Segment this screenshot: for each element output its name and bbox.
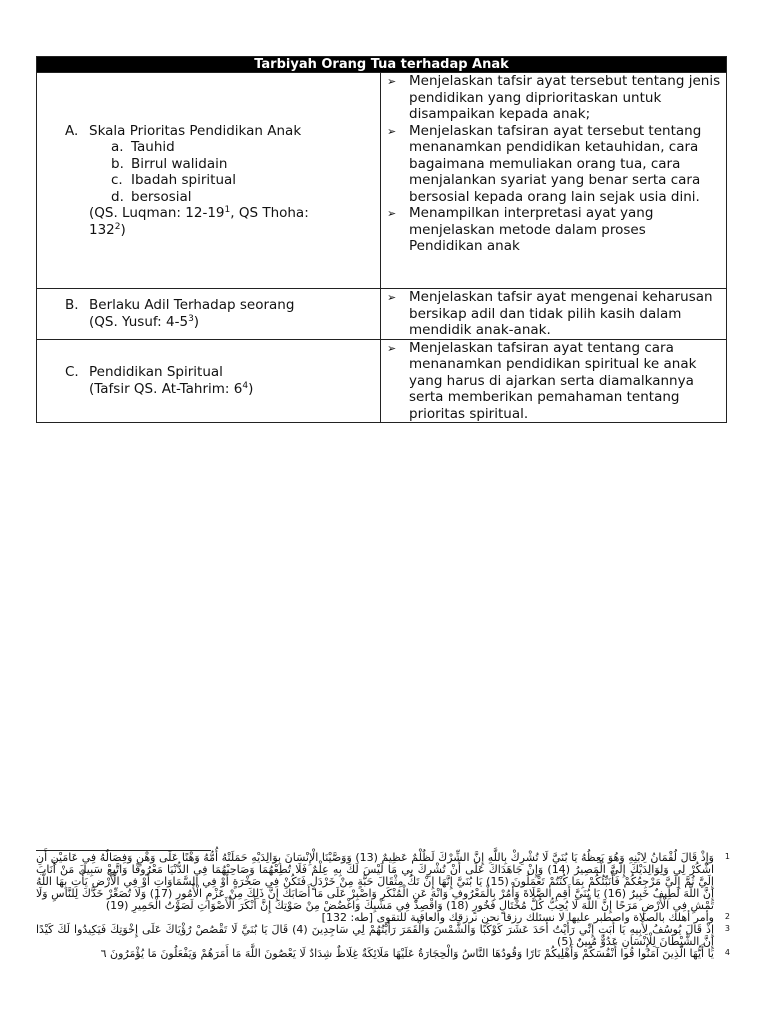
list-item [37,172,380,189]
arrow-bullet-icon: ➢ [387,75,397,88]
footnote-marker[interactable]: 3 [188,313,194,324]
footnote [36,852,730,912]
footnote-marker[interactable]: 4 [242,380,249,391]
bullet-item [381,123,726,206]
section-cell [37,339,381,423]
list-item [37,139,380,156]
footnote-number: 1 [724,852,730,861]
table-header: Tarbiyah Orang Tua terhadap Anak [37,57,727,73]
footnote-number: 3 [724,924,730,933]
section-title: Skala Prioritas Pendidikan Anak [89,122,302,139]
arrow-bullet-icon: ➢ [387,291,397,304]
section-reference [37,314,380,331]
list-item [37,156,380,173]
item-text: Birrul walidain [131,155,228,172]
reference-text: 132 [89,221,115,238]
item-letter: d. [111,188,124,205]
item-letter: c. [111,172,123,189]
arrow-bullet-icon: ➢ [387,124,397,138]
footnotes [36,852,730,960]
footnote-number: 2 [724,912,730,921]
section-cell [37,289,381,340]
item-letter: a. [111,139,124,156]
bullet-text: Menjelaskan tafsiran ayat tersebut tentang menanamkan pendidikan ketauhidan, cara bagaimana memuliakan orang tua, cara menjalankan syariat yang benar serta cara bersosial kepada orang lain sejak usia dini. [409,122,702,205]
table-row [37,339,727,423]
item-text: Tauhid [131,139,175,156]
section-title: Berlaku Adil Terhadap seorang [89,297,295,314]
section-reference [37,205,380,238]
reference-text: ) [120,221,126,238]
description-cell [381,339,727,423]
section-letter: C. [65,364,79,381]
section-heading [37,123,380,140]
item-text: bersosial [131,188,192,205]
reference-text: , QS Thoha: [230,205,309,222]
arrow-bullet-icon: ➢ [387,207,397,220]
section-reference [37,381,380,398]
bullet-text: Menjelaskan tafsir ayat tersebut tentang jenis pendidikan yang diprioritaskan untuk disampaikan kepada anak; [409,73,721,122]
footnote [36,924,730,948]
footnote-text: وأمر أهلك بالصلاة واصطبر عليها لا نسئلك رزقا نحن نرزقك والعاقبة للتقوى [طه: 132] [321,911,714,924]
reference-text: (Tafsir QS. At-Tahrim: 6 [89,380,243,397]
footnote-text: إِذْ قَالَ يُوسُفُ لِأَبِيهِ يَا أَبَتِ إِنِّي رَأَيْتُ أَحَدَ عَشَرَ كَوْكَبًا وَالشَّمْسَ وَالْقَمَرَ رَأَيْتُهُمْ لِي سَاجِدِينَ (4) قَالَ يَا بُنَيَّ لَا تَقْصُصْ رُؤْيَاكَ عَلَى إِخْوَتِكَ فَيَكِيدُوا لَكَ كَيْدًا إِنَّ الشَّيْطَانَ لِلْإِنْسَانِ عَدُوٌّ مُبِينٌ (5) [36,923,715,948]
table-row [37,73,727,289]
reference-text: (QS. Luqman: 12-19 [89,205,225,222]
footnote-number: 4 [724,948,730,957]
reference-text: ) [248,380,254,397]
footnote-text: يَا أَيُّهَا الَّذِينَ آمَنُوا قُوا أَنْفُسَكُمْ وَأَهْلِيكُمْ نَارًا وَقُودُهَا النَّاسُ وَالْحِجَارَةُ عَلَيْهَا مَلَائِكَةٌ غِلَاظٌ شِدَادٌ لَا يَعْصُونَ اللَّهَ مَا أَمَرَهُمْ وَيَفْعَلُونَ مَا يُؤْمَرُونَ ٦ [100,947,714,960]
description-cell [381,73,727,289]
arrow-bullet-icon: ➢ [387,341,397,355]
section-letter: B. [65,297,79,314]
footnote-marker[interactable]: 2 [114,221,121,232]
section-cell [37,73,381,289]
reference-text: ) [193,313,200,330]
item-text: Ibadah spiritual [131,172,237,189]
item-letter: b. [111,155,124,172]
table-row [37,289,727,340]
footnote-text: وَإِذْ قَالَ لُقْمَانُ لِابْنِهِ وَهُوَ يَعِظُهُ يَا بُنَيَّ لَا تُشْرِكْ بِاللَّهِ إِنَّ الشِّرْكَ لَظُلْمٌ عَظِيمٌ (13) وَوَصَّيْنَا الْإِنْسَانَ بِوَالِدَيْهِ حَمَلَتْهُ أُمُّهُ وَهْنًا عَلَى وَهْنٍ وَفِصَالُهُ فِي عَامَيْنِ أَنِ اشْكُرْ لِي وَلِوَالِدَيْكَ إِلَيَّ الْمَصِيرُ (14) وَإِنْ جَاهَدَاكَ عَلَى أَنْ تُشْرِكَ بِي مَا لَيْسَ لَكَ بِهِ عِلْمٌ فَلَا تُطِعْهُمَا وَصَاحِبْهُمَا فِي الدُّنْيَا مَعْرُوفًا وَاتَّبِعْ سَبِيلَ مَنْ أَنَابَ إِلَيَّ ثُمَّ إِلَيَّ مَرْجِعُكُمْ فَأُنَبِّئُكُمْ بِمَا كُنْتُمْ تَعْمَلُونَ (15) يَا بُنَيَّ إِنَّهَا إِنْ تَكُ مِثْقَالَ حَبَّةٍ مِنْ خَرْدَلٍ فَتَكُنْ فِي صَخْرَةٍ أَوْ فِي السَّمَاوَاتِ أَوْ فِي الْأَرْضِ يَأْتِ بِهَا اللَّهُ إِنَّ اللَّهَ لَطِيفٌ خَبِيرٌ (16) يَا بُنَيَّ أَقِمِ الصَّلَاةَ وَأْمُرْ بِالْمَعْرُوفِ وَانْهَ عَنِ الْمُنْكَرِ وَاصْبِرْ عَلَى مَا أَصَابَكَ إِنَّ ذَلِكَ مِنْ عَزْمِ الْأُمُورِ (17) وَلَا تُصَعِّرْ خَدَّكَ لِلنَّاسِ وَلَا تَمْشِ فِي الْأَرْضِ مَرَحًا إِنَّ اللَّهَ لَا يُحِبُّ كُلَّ مُخْتَالٍ فَخُورٍ (18) وَاقْصِدْ فِي مَشْيِكَ وَاغْضُضْ مِنْ صَوْتِكَ إِنَّ أَنْكَرَ الْأَصْوَاتِ لَصَوْتُ الْحَمِيرِ (19) [36,851,714,912]
bullet-item [381,205,726,255]
footnote [36,948,730,960]
section-heading [37,364,380,381]
bullet-item [381,289,726,339]
reference-text: (QS. Yusuf: 4-5 [89,313,189,330]
bullet-text: Menjelaskan tafsir ayat mengenai keharusan bersikap adil dan tidak pilih kasih dalam mendidik anak-anak. [409,289,713,338]
bullet-item [381,73,726,123]
description-cell [381,289,727,340]
footnote-marker[interactable]: 1 [224,205,231,216]
section-heading [37,297,380,314]
list-item [37,189,380,206]
bullet-text: Menampilkan interpretasi ayat yang menjelaskan metode dalam proses Pendidikan anak [409,205,654,254]
bullet-item [381,340,726,423]
tarbiyah-table [36,56,727,423]
section-letter: A. [65,122,79,139]
section-title: Pendidikan Spiritual [89,364,223,381]
bullet-text: Menjelaskan tafsiran ayat tentang cara menanamkan pendidikan spiritual ke anak yang harus di ajarkan serta diamalkannya serta memberikan pemahaman tentang prioritas spiritual. [409,339,697,422]
